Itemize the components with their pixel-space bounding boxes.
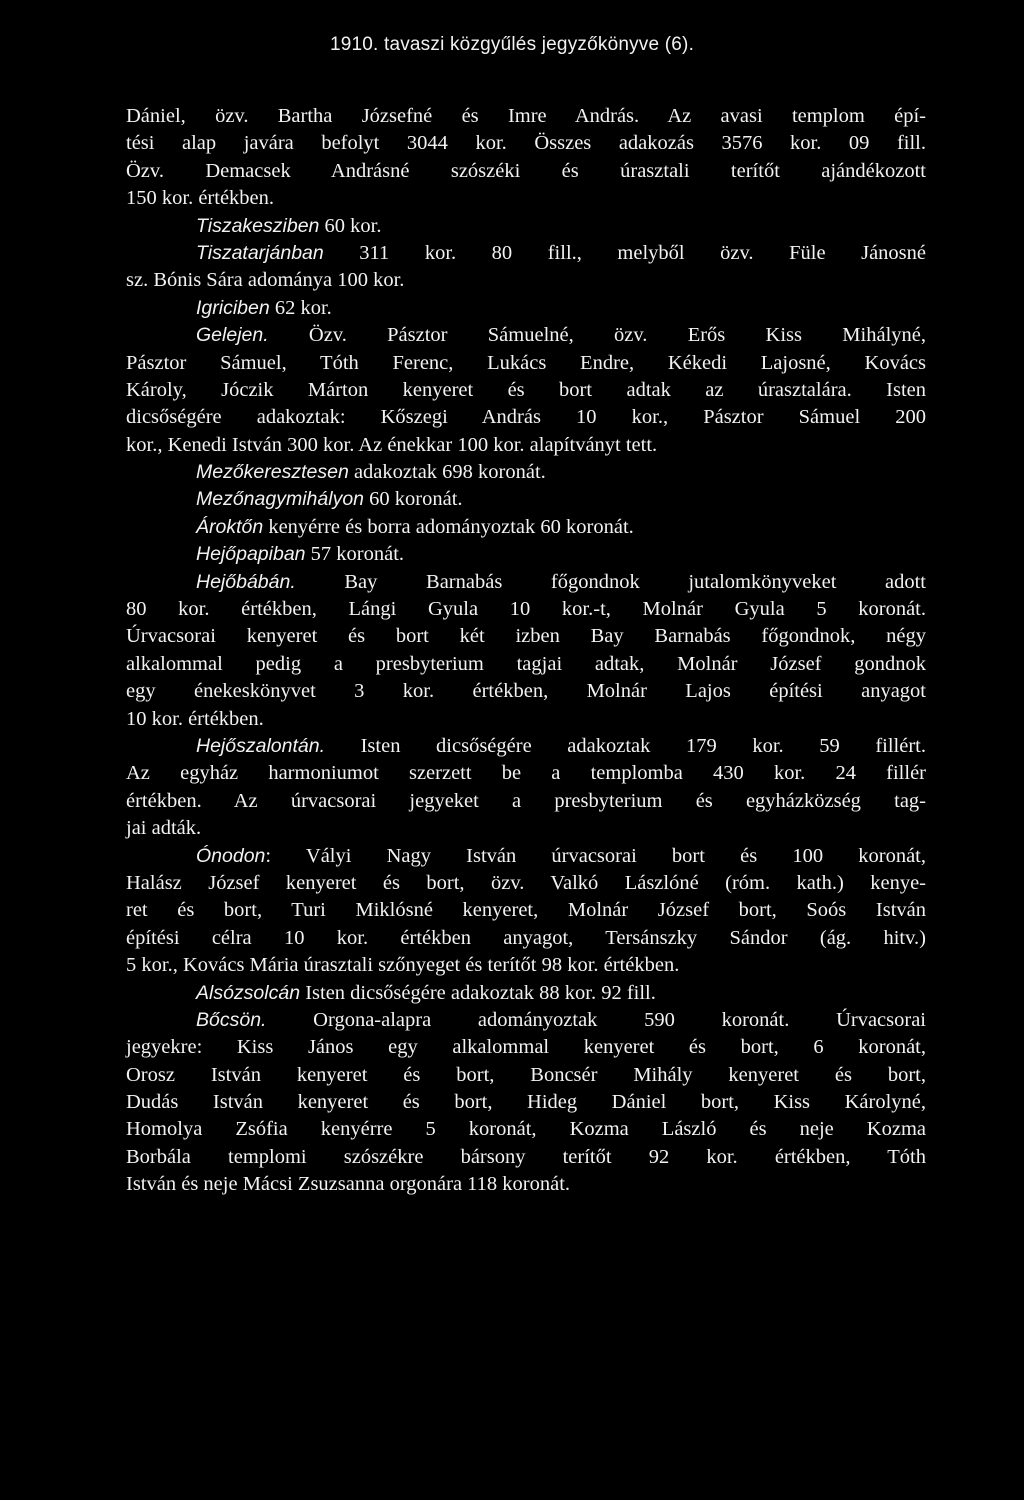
text-line — [126, 760, 926, 787]
place-name: Ároktőn — [196, 515, 264, 538]
text-line — [126, 1171, 926, 1198]
text-line — [126, 815, 926, 842]
place-entry-line — [126, 213, 926, 240]
place-name: Bőcsön. — [196, 1008, 267, 1031]
line-text: építési célra 10 kor. értékben anyagot, Tersánszky Sándor (ág. hitv.) — [126, 926, 926, 949]
text-line — [126, 897, 926, 924]
line-text: Pásztor Sámuel, Tóth Ferenc, Lukács Endre, Kékedi Lajosné, Kovács — [126, 351, 926, 374]
text-line — [126, 623, 926, 650]
line-text: 62 kor. — [269, 296, 332, 319]
text-line — [126, 1062, 926, 1089]
text-line — [126, 350, 926, 377]
place-entry-line — [126, 541, 926, 568]
line-text: értékben. Az úrvacsorai jegyeket a presbyterium és egyházközség tag- — [126, 789, 926, 812]
line-text: 150 kor. értékben. — [126, 187, 275, 210]
line-text: adakoztak 698 koronát. — [348, 461, 546, 484]
line-text: alkalommal pedig a presbyterium tagjai adtak, Molnár József gondnok — [126, 652, 926, 675]
place-entry-line — [126, 733, 926, 760]
line-text: kenyérre és borra adományoztak 60 koronát. — [263, 515, 634, 538]
place-entry-line — [126, 843, 926, 870]
line-text: egy énekeskönyvet 3 kor. értékben, Molnár Lajos építési anyagot — [126, 680, 926, 703]
text-line — [126, 706, 926, 733]
place-name: Gelejen. — [196, 324, 269, 347]
line-text: 60 koronát. — [364, 488, 463, 511]
line-text: tési alap javára befolyt 3044 kor. Összes adakozás 3576 kor. 09 fill. — [126, 132, 926, 155]
text-line — [126, 1144, 926, 1171]
line-text: Halász József kenyeret és bort, özv. Valkó Lászlóné (róm. kath.) kenye- — [126, 871, 926, 894]
place-name: Hejőbábán. — [196, 570, 296, 593]
place-entry-line — [126, 514, 926, 541]
text-line — [126, 158, 926, 185]
line-text: Borbála templomi szószékre bársony terítőt 92 kor. értékben, Tóth — [126, 1145, 926, 1168]
line-text: Dudás István kenyeret és bort, Hideg Dániel bort, Kiss Károlyné, — [126, 1091, 926, 1114]
place-entry-line — [126, 980, 926, 1007]
place-entry-line — [126, 569, 926, 596]
text-line — [126, 377, 926, 404]
place-name: Tiszatarjánban — [196, 241, 324, 264]
place-entry-line — [126, 459, 926, 486]
line-text: sz. Bónis Sára adománya 100 kor. — [126, 269, 405, 292]
place-name: Alsózsolcán — [196, 981, 301, 1004]
place-name: Tiszakesziben — [196, 214, 320, 237]
text-line — [126, 1116, 926, 1143]
text-line — [126, 925, 926, 952]
place-entry-line — [126, 1007, 926, 1034]
line-text: István és neje Mácsi Zsuzsanna orgonára 118 koronát. — [126, 1173, 571, 1196]
line-text: Orgona-alapra adományoztak 590 koronát. Úrvacsorai — [266, 1008, 926, 1031]
text-line — [126, 1034, 926, 1061]
line-text: : Vályi Nagy István úrvacsorai bort és 100 koronát, — [265, 844, 926, 867]
text-line — [126, 596, 926, 623]
place-name: Hejőpapiban — [196, 543, 306, 566]
line-text: Bay Barnabás főgondnok jutalomkönyveket adott — [295, 570, 926, 593]
line-text: jegyekre: Kiss János egy alkalommal kenyeret és bort, 6 koronát, — [126, 1036, 926, 1059]
line-text: Károly, Jóczik Márton kenyeret és bort adtak az úrasztalára. Isten — [126, 378, 926, 401]
place-entry-line — [126, 486, 926, 513]
line-text: 5 kor., Kovács Mária úrasztali szőnyeget és terítőt 98 kor. értékben. — [126, 954, 680, 977]
line-text: kor., Kenedi István 300 kor. Az énekkar 100 kor. alapítványt tett. — [126, 433, 658, 456]
line-text: Orosz István kenyeret és bort, Boncsér Mihály kenyeret és bort, — [126, 1063, 926, 1086]
line-text: Dániel, özv. Bartha Józsefné és Imre András. Az avasi templom épí- — [126, 105, 926, 127]
line-text: Homolya Zsófia kenyérre 5 koronát, Kozma László és neje Kozma — [126, 1118, 926, 1141]
place-entry-line — [126, 295, 926, 322]
place-entry-line — [126, 240, 926, 267]
line-text: Özv. Pásztor Sámuelné, özv. Erős Kiss Mihályné, — [268, 324, 926, 347]
line-text: 57 koronát. — [305, 543, 405, 566]
place-name: Hejőszalontán. — [196, 734, 325, 757]
line-text: 80 kor. értékben, Lángi Gyula 10 kor.-t, Molnár Gyula 5 koronát. — [126, 598, 926, 621]
text-line — [126, 870, 926, 897]
text-line — [126, 1089, 926, 1116]
text-line — [126, 267, 926, 294]
line-text: dicsőségére adakoztak: Kőszegi András 10 kor., Pásztor Sámuel 200 — [126, 406, 926, 429]
place-name: Ónodon — [196, 844, 266, 867]
text-line — [126, 678, 926, 705]
place-name: Mezőkeresztesen — [196, 461, 349, 484]
line-text: jai adták. — [126, 817, 202, 840]
document-body — [126, 103, 926, 1199]
line-text: Úrvacsorai kenyeret és bort két izben Bay Barnabás főgondnok, négy — [126, 625, 926, 648]
text-line — [126, 788, 926, 815]
line-text: ret és bort, Turi Miklósné kenyeret, Molnár József bort, Soós István — [126, 899, 926, 922]
line-text: Az egyház harmoniumot szerzett be a templomba 430 kor. 24 fillér — [126, 762, 926, 785]
place-entry-line — [126, 322, 926, 349]
line-text: Isten dicsőségére adakoztak 179 kor. 59 fillért. — [325, 734, 926, 757]
text-line — [126, 404, 926, 431]
text-line — [126, 130, 926, 157]
line-text: 311 kor. 80 fill., melyből özv. Füle Jánosné — [323, 241, 926, 264]
text-line — [126, 651, 926, 678]
line-text: Özv. Demacsek Andrásné szószéki és úrasztali terítőt ajándékozott — [126, 159, 926, 182]
text-line — [126, 103, 926, 130]
page-header: 1910. tavaszi közgyűlés jegyzőkönyve (6). — [329, 34, 695, 55]
text-line — [126, 432, 926, 459]
line-text: Isten dicsőségére adakoztak 88 kor. 92 fill. — [300, 981, 656, 1004]
text-line — [126, 952, 926, 979]
place-name: Mezőnagymihályon — [196, 488, 365, 511]
place-name: Igriciben — [196, 296, 270, 319]
line-text: 10 kor. értékben. — [126, 707, 264, 730]
text-line — [126, 185, 926, 212]
line-text: 60 kor. — [319, 214, 382, 237]
